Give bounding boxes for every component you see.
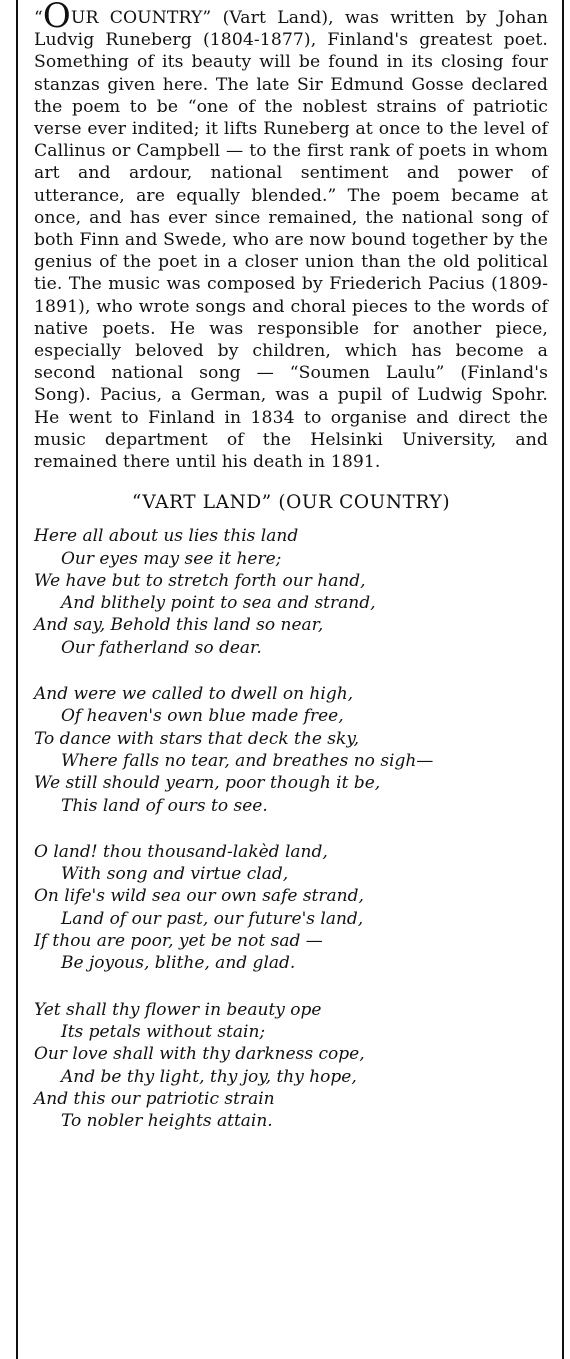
intro-paragraph [34,0,548,473]
poem-line: And be thy light, thy joy, thy hope, [61,1066,357,1087]
poem-line: Yet shall thy flower in beauty ope [34,999,322,1020]
stanza-4 [34,999,548,1133]
poem-line: Of heaven's own blue made free, [61,706,344,727]
poem-line: Our fatherland so dear. [61,637,262,658]
stanza-3 [34,841,548,975]
poem-line: Here all about us lies this land [34,526,299,547]
poem-line: We have but to stretch forth our hand, [34,570,366,591]
poem-line: To dance with stars that deck the sky, [34,728,360,749]
poem-line: Be joyous, blithe, and glad. [61,953,296,974]
poem-line: This land of ours to see. [61,795,268,816]
poem-line: With song and virtue clad, [61,864,289,885]
open-quote: “ [34,8,43,28]
poem-line: And this our patriotic strain [34,1088,275,1109]
poem-line: Its petals without stain; [61,1021,266,1042]
stanza-1 [34,525,548,659]
poem-line: Where falls no tear, and breathes no sigh— [61,750,434,771]
poem-line: And were we called to dwell on high, [34,684,354,705]
poem-line: And blithely point to sea and strand, [61,593,376,614]
poem-line: We still should yearn, poor though it be, [34,773,381,794]
poem-line: O land! thou thousand-lakèd land, [34,841,328,862]
poem-line: Land of our past, our future's land, [61,908,364,929]
poem-line: On life's wild sea our own safe strand, [34,886,364,907]
drop-cap: O [42,0,71,36]
poem-line: And say, Behold this land so near, [34,615,324,636]
stanza-2 [34,683,548,817]
poem-line: Our eyes may see it here; [61,548,282,569]
poem-line: Our love shall with thy darkness cope, [34,1044,365,1065]
poem-line: To nobler heights attain. [61,1111,273,1132]
intro-text: UR COUNTRY” (Vart Land), was written by Johan Ludvig Runeberg (1804-1877), Finland's greatest poet. Something of its beauty will be found in its closing four stanzas given here. The late Sir Edmund Gosse declared the poem to be “one of the noblest strains of patriotic verse ever indited; it lifts Runeberg at once to the level of Callinus or Campbell — to the first rank of poets in whom art and ardour, national sentiment and power of utterance, are equally blended.” The poem became at once, and has ever since remained, the national song of both Finn and Swede, who are now bound together by the genius of the poet in a closer union than the old political tie. The music was composed by Friederich Pacius (1809-1891), who wrote songs and choral pieces to the words of native poets. He was responsible for another piece, especially beloved by children, which has become a second national song — “Soumen Laulu” (Finland's Song). Pacius, a German, was a pupil of Ludwig Spohr. He went to Finland in 1834 to organise and direct the music department of the Helsinki University, and remained there until his death in 1891. [34,8,548,473]
article-frame [16,0,564,1359]
song-title: “VART LAND” (OUR COUNTRY) [131,492,451,514]
poem-line: If thou are poor, yet be not sad — [34,931,323,952]
